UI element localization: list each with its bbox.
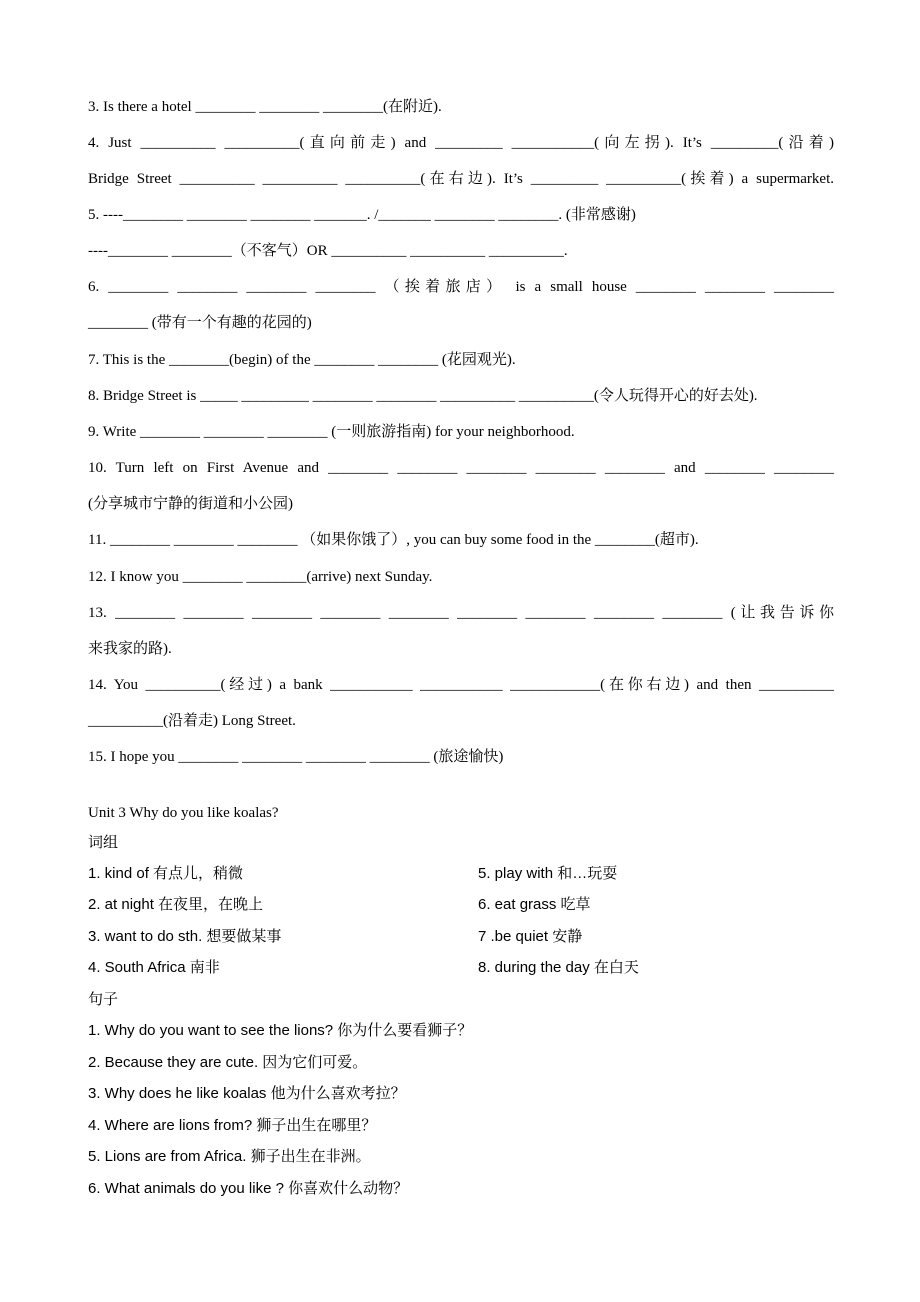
- phrase-item: 1. kind of 有点儿，稍微: [88, 865, 244, 882]
- phrase-item: 7 .be quiet 安静: [478, 928, 583, 945]
- exercise-line: 3. Is there a hotel ________ ________ ________(在附近).: [88, 99, 442, 115]
- sentence-item: 5. Lions are from Africa. 狮子出生在非洲。: [88, 1148, 371, 1165]
- exercise-line: __________(沿着走) Long Street.: [88, 713, 296, 729]
- phrase-item: 2. at night 在夜里，在晚上: [88, 896, 264, 913]
- exercise-line: 14. You __________(经过) a bank ___________ ___________ ____________(在你右边) and then __________: [88, 677, 834, 693]
- exercise-line: 7. This is the ________(begin) of the ________ ________ (花园观光).: [88, 352, 516, 368]
- exercise-line: 13. ________ ________ ________ ________ ________ ________ ________ ________ ________ (让我告诉你: [88, 605, 834, 621]
- sentence-item: 1. Why do you want to see the lions? 你为什么要看狮子？: [88, 1022, 473, 1039]
- sentence-item: 3. Why does he like koalas 他为什么喜欢考拉？: [88, 1085, 406, 1102]
- sentences-heading: 句子: [88, 991, 119, 1008]
- phrase-item: 6. eat grass 吃草: [478, 896, 591, 913]
- exercise-line: 5. ----________ ________ ________ _______. /_______ ________ ________. (非常感谢): [88, 207, 636, 223]
- phrase-item: 8. during the day 在白天: [478, 959, 639, 976]
- phrase-item: 3. want to do sth. 想要做某事: [88, 928, 282, 945]
- exercise-line: 6. ________ ________ ________ ________ （挨着旅店） is a small house ________ ________ ________: [88, 279, 834, 295]
- exercise-line: Bridge Street __________ __________ __________(在右边). It’s _________ __________(挨着) a supermarket.: [88, 171, 834, 187]
- exercise-line: 11. ________ ________ ________ （如果你饿了）, you can buy some food in the ________(超市).: [88, 532, 699, 548]
- sentence-item: 6. What animals do you like ? 你喜欢什么动物？: [88, 1180, 409, 1197]
- exercise-line: 8. Bridge Street is _____ _________ ________ ________ __________ __________(令人玩得开心的好去处).: [88, 388, 758, 404]
- exercise-line: 9. Write ________ ________ ________ (一则旅游指南) for your neighborhood.: [88, 424, 575, 440]
- exercise-line: 4. Just __________ __________(直向前走) and _________ ___________(向左拐). It’s _________(沿着): [88, 135, 834, 151]
- unit-title: Unit 3 Why do you like koalas?: [88, 805, 279, 821]
- exercise-line: ----________ ________（不客气）OR __________ __________ __________.: [88, 243, 568, 259]
- sentence-item: 4. Where are lions from? 狮子出生在哪里？: [88, 1117, 377, 1134]
- exercise-line: 10. Turn left on First Avenue and ________ ________ ________ ________ ________ and ________ ________: [88, 460, 834, 476]
- exercise-line: (分享城市宁静的街道和小公园): [88, 496, 293, 512]
- sentence-item: 2. Because they are cute. 因为它们可爱。: [88, 1054, 368, 1071]
- exercise-line: ________ (带有一个有趣的花园的): [88, 315, 312, 331]
- exercise-line: 15. I hope you ________ ________ ________ ________ (旅途愉快): [88, 749, 504, 765]
- exercise-line: 12. I know you ________ ________(arrive) next Sunday.: [88, 569, 433, 585]
- phrase-item: 4. South Africa 南非: [88, 959, 220, 976]
- phrase-item: 5. play with 和…玩耍: [478, 865, 618, 882]
- phrases-heading: 词组: [88, 834, 119, 851]
- exercise-line: 来我家的路).: [88, 641, 172, 657]
